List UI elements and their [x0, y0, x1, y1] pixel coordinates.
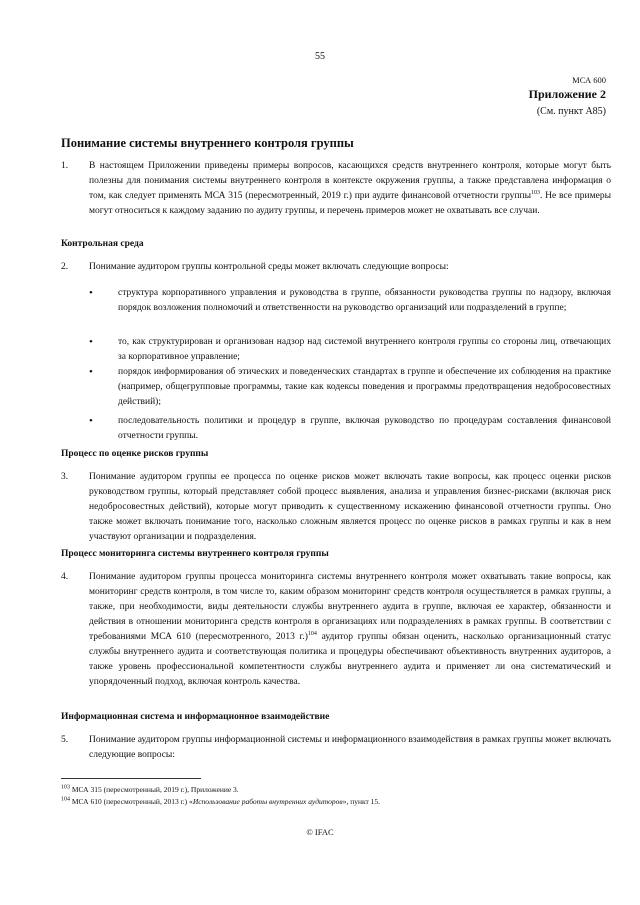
- paragraph-text: Понимание аудитором группы информационной системы и информационного взаимодействия в рамках группы может включать следующие вопросы:: [89, 735, 611, 760]
- copyright-footer: © IFAC: [306, 827, 334, 837]
- footnote-103: [61, 785, 239, 794]
- paragraph-3: [61, 470, 611, 545]
- text-part: Понимание аудитором группы процесса мониторинга системы внутреннего контроля может охватывать такие вопросы, как мониторинг средств контроля, в том числе то, каким образом мониторинг средств контроля осуществляется в рамках группы, а также, при необходимости, виды деятельности службы внутреннего аудита в группе, включая ее характер, обязанности и действия в отношении мониторинга средств контроля в организациях или подразделениях в рамках группы. В соответствии с требованиями МСА 610 (пересмотренного, 2013 г.): [89, 572, 611, 642]
- bullet-item: [89, 365, 611, 410]
- bullet-text: то, как структурирован и организован надзор над системой внутреннего контроля группы со стороны лиц, отвечающих за корпоративное управление;: [118, 337, 611, 362]
- footnote-104: [61, 797, 380, 806]
- heading-monitoring: Процесс мониторинга системы внутреннего контроля группы: [61, 549, 329, 559]
- bullet-icon: •: [89, 415, 93, 427]
- text-part: аудитор группы обязан оценить, насколько организационный статус службы внутреннего аудита и соответствующая политика и процедуры обеспечивают объективность внутренних аудиторов, а также уровень профессиональной компетентности службы внутреннего аудита и применяет ли она систематический и упорядоченный подход, включая контроль качества.: [89, 632, 611, 687]
- bullet-item: [89, 335, 611, 365]
- bullet-text: порядок информирования об этических и поведенческих стандартах в группе и обеспечение их соблюдения на практике (например, общегрупповые программы, такие как кодексы поведения и программы предотвращения недобросовестных действий);: [118, 367, 611, 407]
- text-part: . Не все примеры могут относиться к каждому заданию по аудиту группы, и перечень примеров может не охватывать все случаи.: [89, 191, 611, 216]
- bullet-item: [89, 414, 611, 444]
- paragraph-number: 5.: [61, 735, 69, 745]
- paragraph-text: [89, 570, 611, 690]
- paragraph-text: [89, 159, 611, 219]
- heading-information-system: Информационная система и информационное взаимодействие: [61, 712, 330, 722]
- bullet-icon: •: [89, 336, 93, 348]
- heading-control-environment: Контрольная среда: [61, 239, 144, 249]
- paragraph-text: Понимание аудитором группы ее процесса по оценке рисков может включать такие вопросы, как процесс оценки рисков руководством группы, который представляет собой процесс выявления, анализа и управления бизнес-рисками (включая риск недобросовестных действий), которые могут приводить к существенному искажению финансовой отчетности группы. Оно также может включать понимание того, насколько сложным является процесс по оценке рисков в рамках группы и как в нем участвуют организации и подразделения.: [89, 472, 611, 542]
- appendix-title: Приложение 2: [528, 87, 606, 101]
- footnote-text: МСА 610 (пересмотренный, 2013 г.) «: [70, 797, 193, 806]
- footnote-text: МСА 315 (пересмотренный, 2019 г.), Приложение 3.: [70, 785, 239, 794]
- footnote-italic-title: Использование работы внутренних аудиторов: [192, 797, 343, 806]
- paragraph-4: [61, 570, 611, 690]
- footnote-ref-104[interactable]: 104: [307, 630, 317, 637]
- standard-code: МСА 600: [572, 75, 606, 85]
- paragraph-number: 2.: [61, 262, 69, 272]
- bullet-icon: •: [89, 366, 93, 378]
- footnote-ref-103[interactable]: 103: [530, 189, 540, 196]
- paragraph-1: [61, 159, 611, 219]
- text-part: В настоящем Приложении приведены примеры вопросов, касающихся средств внутреннего контроля, которые могут быть полезны для понимания системы внутреннего контроля в контексте окружения группы, а также представлена информация о том, как следует применять МСА 315 (пересмотренный, 2019 г.) при аудите финансовой отчетности группы: [89, 161, 611, 201]
- see-reference: (См. пункт А85): [536, 106, 606, 117]
- bullet-item: [89, 286, 611, 316]
- page-number: 55: [315, 51, 325, 62]
- footnote-text: », пункт 15.: [342, 797, 381, 806]
- heading-risk-assessment: Процесс по оценке рисков группы: [61, 449, 209, 459]
- footnote-number: 103: [61, 784, 70, 791]
- bullet-text: последовательность политики и процедур в группе, включая руководство по процедурам составления финансовой отчетности группы.: [118, 416, 611, 441]
- paragraph-2: [61, 260, 611, 275]
- bullet-icon: •: [89, 287, 93, 299]
- paragraph-number: 1.: [61, 161, 69, 171]
- section-title: Понимание системы внутреннего контроля группы: [61, 136, 354, 150]
- footnote-divider: [61, 778, 201, 779]
- paragraph-5: [61, 733, 611, 763]
- paragraph-number: 3.: [61, 472, 69, 482]
- paragraph-text: Понимание аудитором группы контрольной среды может включать следующие вопросы:: [89, 262, 449, 272]
- footnote-number: 104: [61, 796, 70, 803]
- paragraph-number: 4.: [61, 572, 69, 582]
- bullet-text: структура корпоративного управления и руководства в группе, обязанности руководства группы по надзору, включая порядок возложения полномочий и ответственности на руководство организаций или подразделений в группе;: [118, 288, 611, 313]
